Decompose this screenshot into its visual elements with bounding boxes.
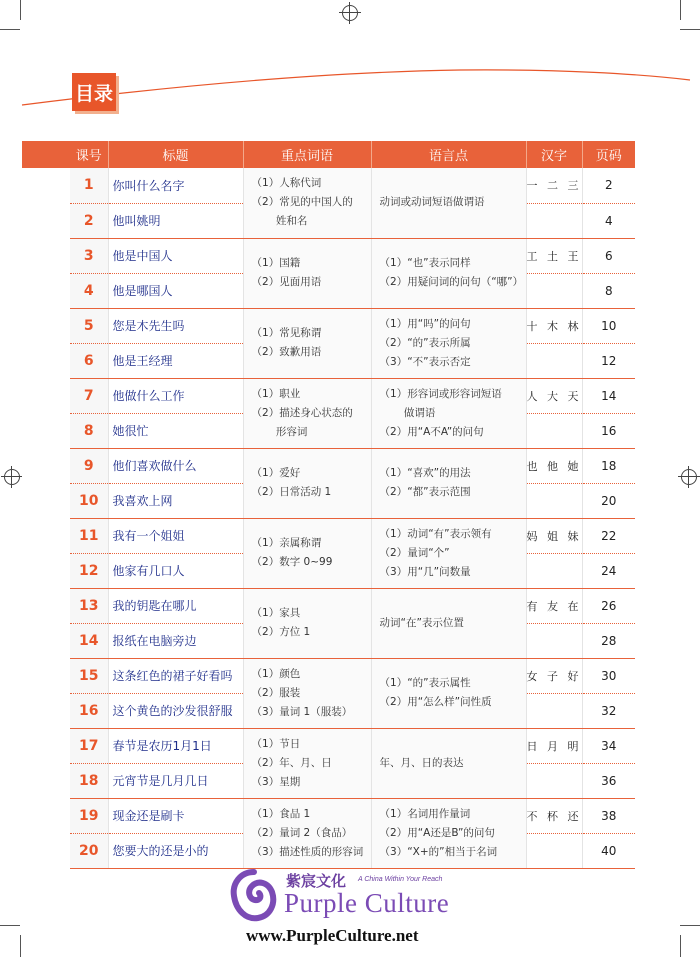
key-word-item: 形容词 [251,425,308,438]
crop-mark [680,925,700,926]
language-point-item: （1）用“吗”的问句 [379,317,471,330]
key-words-cell [243,658,371,728]
key-word-item: （1）家具 [251,607,301,619]
key-word-item: （2）年、月、日 [251,756,332,769]
registration-mark [681,469,697,485]
watermark-cn: 紫宸文化 [286,872,347,890]
lesson-row [22,658,677,693]
lesson-number: 18 [70,763,108,798]
lesson-hanzi: 人 大 天 [526,378,582,413]
key-word-item: （1）食品 1 [251,807,311,820]
lesson-hanzi [526,553,582,588]
lesson-number: 20 [70,833,108,868]
lesson-hanzi: 工 土 王 [526,238,582,273]
key-words-cell [243,308,371,378]
lesson-number: 11 [70,518,108,553]
lesson-page-number: 20 [582,483,635,518]
language-points-cell [371,518,526,588]
col-header-page: 页码 [582,141,635,168]
language-points-cell [371,168,526,238]
key-word-item: （2）数字 0~99 [251,556,333,568]
lesson-page-number: 34 [582,728,635,763]
lesson-page-number: 40 [582,833,635,868]
language-point-item: （1）“的”表示属性 [379,677,471,689]
lesson-page-number: 28 [582,623,635,658]
key-word-item: （2）致歉用语 [251,346,322,358]
key-words-cell [243,378,371,448]
lesson-title: 他做什么工作 [108,378,243,413]
language-point-item: （1）名词用作量词 [379,807,471,820]
lesson-hanzi [526,483,582,518]
language-point-item: （2）量词“个” [379,546,450,559]
lesson-number: 5 [70,308,108,343]
col-header-hanzi: 汉字 [526,141,582,168]
lesson-page-number: 14 [582,378,635,413]
lesson-page-number: 36 [582,763,635,798]
key-word-item: （1）职业 [251,387,301,400]
lesson-number: 2 [70,203,108,238]
key-word-item: （1）亲属称谓 [251,537,322,549]
language-point-item: （3）“不”表示否定 [379,355,471,368]
crop-mark [680,935,681,957]
key-words-cell [243,238,371,308]
lesson-hanzi [526,413,582,448]
lesson-number: 4 [70,273,108,308]
language-point-item: （1）形容词或形容词短语 [379,387,502,400]
key-word-item: （1）节日 [251,737,301,750]
key-word-item: （1）爱好 [251,467,301,479]
lesson-number: 17 [70,728,108,763]
lesson-page-number: 10 [582,308,635,343]
lesson-page-number: 38 [582,798,635,833]
key-word-item: （1）国籍 [251,257,301,269]
language-point-item: （2）用疑问词的问句（“哪”） [379,276,524,288]
language-points-cell [371,658,526,728]
lesson-number: 8 [70,413,108,448]
lesson-title: 现金还是刷卡 [108,798,243,833]
language-points-cell [371,308,526,378]
col-header-title: 标题 [108,141,243,168]
lesson-number: 9 [70,448,108,483]
lesson-title: 我喜欢上网 [108,483,243,518]
language-point-item: 年、月、日的表达 [379,756,464,769]
key-words-cell [243,588,371,658]
lesson-number: 1 [70,168,108,203]
lesson-hanzi: 有 友 在 [526,588,582,623]
language-point-item: 做谓语 [379,406,436,419]
lesson-title: 您要大的还是小的 [108,833,243,868]
lesson-page-number: 22 [582,518,635,553]
lesson-page-number: 18 [582,448,635,483]
lesson-page-number: 6 [582,238,635,273]
lesson-number: 12 [70,553,108,588]
lesson-title: 他们喜欢做什么 [108,448,243,483]
lesson-title: 这个黄色的沙发很舒服 [108,693,243,728]
lesson-number: 6 [70,343,108,378]
col-header-language-points: 语言点 [371,141,526,168]
crop-mark [0,925,20,926]
lesson-page-number: 8 [582,273,635,308]
page-title: 目录 [72,73,116,111]
lesson-number: 3 [70,238,108,273]
language-points-cell [371,798,526,868]
lesson-page-number: 4 [582,203,635,238]
lesson-row [22,728,677,763]
lesson-title: 你叫什么名字 [108,168,243,203]
lesson-row [22,238,677,273]
lesson-title: 他是王经理 [108,343,243,378]
key-word-item: （2）描述身心状态的 [251,406,353,419]
key-word-item: （3）量词 1（服装） [251,705,353,718]
key-word-item: （2）见面用语 [251,276,322,288]
language-points-cell [371,588,526,658]
lesson-hanzi: 不 杯 还 [526,798,582,833]
lesson-hanzi [526,203,582,238]
language-point-item: （1）“也”表示同样 [379,257,471,269]
lesson-title: 元宵节是几月几日 [108,763,243,798]
key-word-item: （1）颜色 [251,667,301,680]
lesson-page-number: 2 [582,168,635,203]
purple-culture-logo-icon [228,868,280,924]
lesson-hanzi: 十 木 林 [526,308,582,343]
language-points-cell [371,238,526,308]
key-word-item: （1）人称代词 [251,177,322,190]
lesson-row [22,168,677,203]
lesson-title: 他叫姚明 [108,203,243,238]
lesson-row [22,518,677,553]
lesson-row [22,448,677,483]
key-word-item: （1）常见称谓 [251,327,322,339]
key-word-item: （2）方位 1 [251,626,311,638]
key-words-cell [243,728,371,798]
language-point-item: （2）用“怎么样”问性质 [379,696,492,708]
key-words-cell [243,518,371,588]
lesson-title: 我有一个姐姐 [108,518,243,553]
lesson-number: 10 [70,483,108,518]
key-word-item: （2）日常活动 1 [251,486,332,498]
key-words-cell [243,168,371,238]
key-word-item: 姓和名 [251,215,308,228]
lesson-number: 14 [70,623,108,658]
lesson-page-number: 16 [582,413,635,448]
lesson-number: 19 [70,798,108,833]
language-point-item: （2）“都”表示范围 [379,486,471,498]
contents-table [22,141,677,869]
lesson-title: 他家有几口人 [108,553,243,588]
lesson-page-number: 24 [582,553,635,588]
lesson-title: 报纸在电脑旁边 [108,623,243,658]
lesson-hanzi [526,343,582,378]
lesson-hanzi [526,623,582,658]
lesson-hanzi [526,693,582,728]
watermark-url: www.PurpleCulture.net [246,926,419,945]
col-header-lesson-no [22,141,108,168]
col-header-label: 课号 [75,149,102,164]
watermark-tagline: A China Within Your Reach [358,876,443,883]
language-point-item: （3）“X+的”相当于名词 [379,845,498,858]
lesson-number: 13 [70,588,108,623]
lesson-title: 他是哪国人 [108,273,243,308]
lesson-number: 7 [70,378,108,413]
language-point-item: （1）“喜欢”的用法 [379,467,471,479]
lesson-row [22,588,677,623]
lesson-row [22,378,677,413]
lesson-title: 他是中国人 [108,238,243,273]
registration-mark [4,469,20,485]
lesson-number: 15 [70,658,108,693]
lesson-page-number: 32 [582,693,635,728]
language-point-item: （3）用“几”问数量 [379,565,471,578]
key-word-item: （2）量词 2（食品） [251,826,353,839]
language-point-item: （2）“的”表示所属 [379,336,471,349]
lesson-title: 春节是农历1月1日 [108,728,243,763]
key-word-item: （3）描述性质的形容词 [251,845,364,858]
lesson-hanzi [526,833,582,868]
language-points-cell [371,448,526,518]
lesson-page-number: 12 [582,343,635,378]
key-words-cell [243,448,371,518]
purple-culture-watermark [228,864,508,954]
table-header [22,141,677,168]
lesson-hanzi: 日 月 明 [526,728,582,763]
key-words-cell [243,798,371,868]
crop-mark [20,935,21,957]
lesson-title: 您是木先生吗 [108,308,243,343]
lesson-row [22,308,677,343]
lesson-row [22,798,677,833]
language-point-item: （2）用“A还是B”的问句 [379,826,495,839]
language-point-item: （2）用“A不A”的问句 [379,425,484,438]
language-point-item: 动词或动词短语做谓语 [379,196,485,209]
lesson-title: 她很忙 [108,413,243,448]
lesson-hanzi [526,273,582,308]
lesson-page-number: 26 [582,588,635,623]
language-point-item: 动词“在”表示位置 [379,616,464,629]
lesson-hanzi: 一 二 三 [526,168,582,203]
lesson-title: 我的钥匙在哪儿 [108,588,243,623]
lesson-hanzi: 也 他 她 [526,448,582,483]
lesson-hanzi: 女 子 好 [526,658,582,693]
language-points-cell [371,728,526,798]
lesson-hanzi: 妈 姐 妹 [526,518,582,553]
key-word-item: （2）服装 [251,686,301,699]
language-points-cell [371,378,526,448]
key-word-item: （2）常见的中国人的 [251,196,353,209]
lesson-page-number: 30 [582,658,635,693]
key-word-item: （3）星期 [251,775,301,788]
language-point-item: （1）动词“有”表示领有 [379,527,492,540]
col-header-key-words: 重点词语 [243,141,371,168]
lesson-number: 16 [70,693,108,728]
watermark-en: Purple Culture [284,888,450,918]
lesson-title: 这条红色的裙子好看吗 [108,658,243,693]
lesson-hanzi [526,763,582,798]
